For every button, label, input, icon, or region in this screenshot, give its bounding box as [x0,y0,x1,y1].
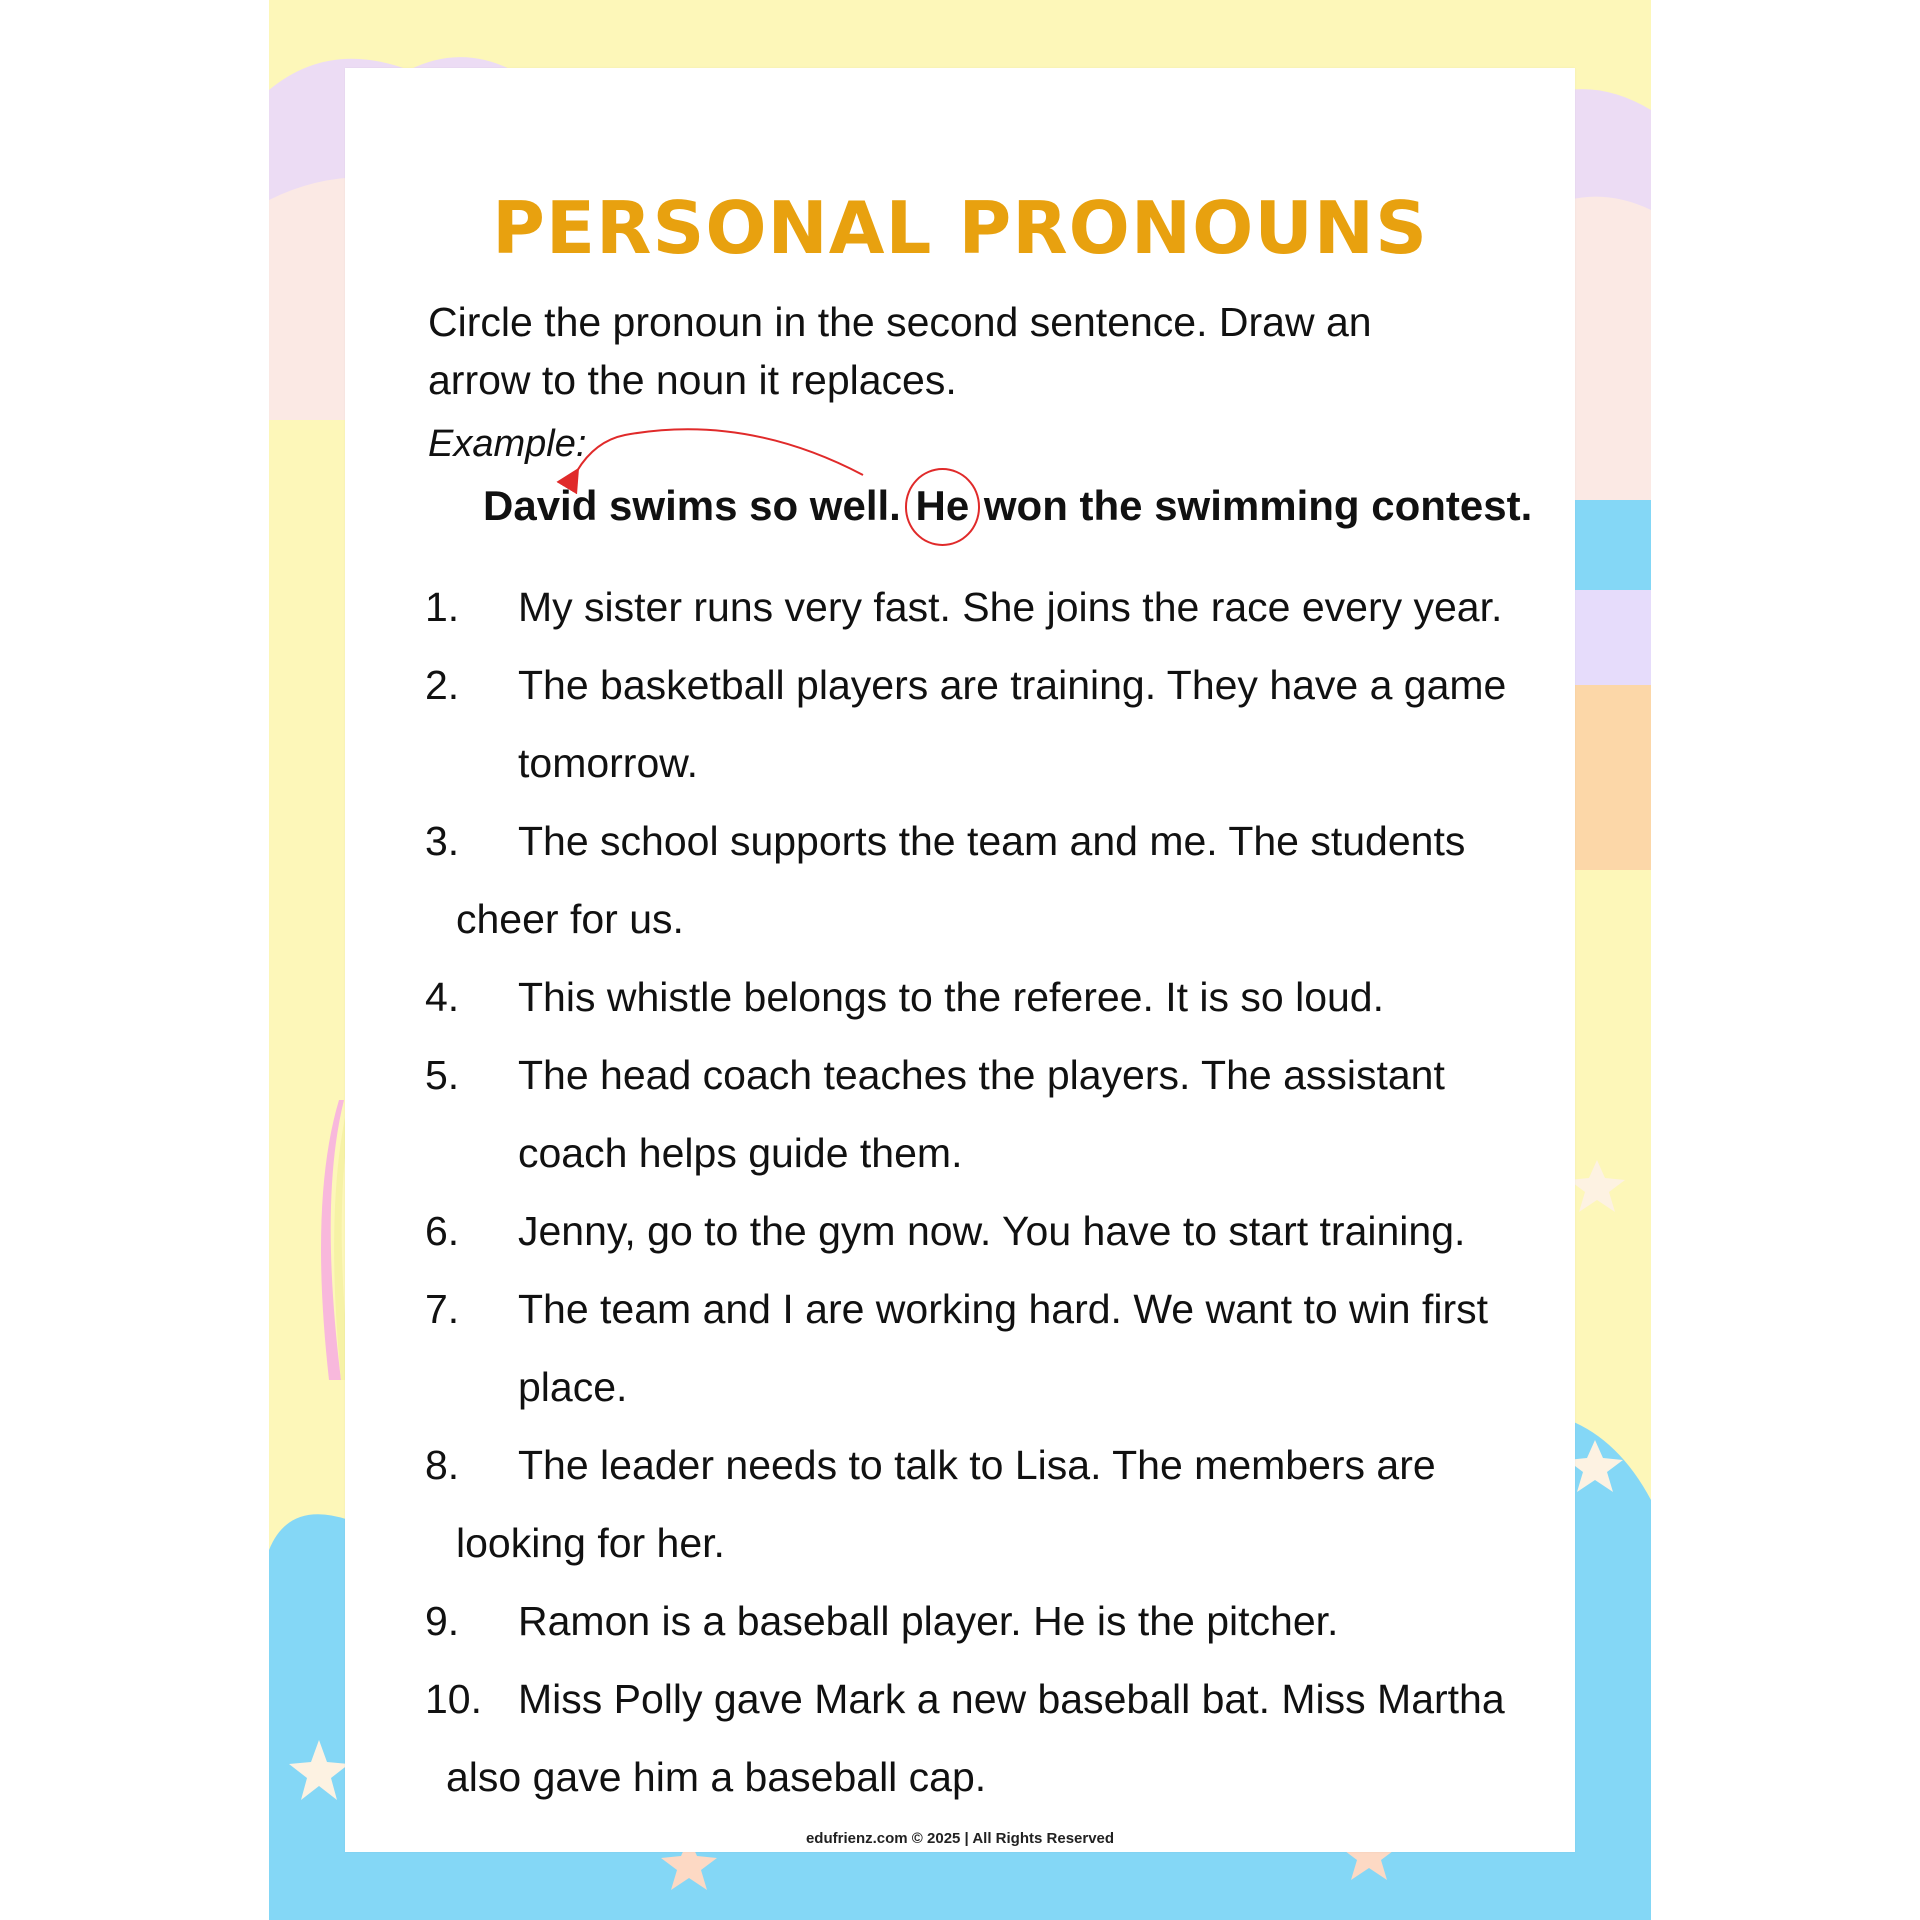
exercise-number: 8. [425,1442,460,1488]
exercise-number: 1. [425,584,460,630]
exercise-item-5 [425,1036,1508,1192]
exercise-item-6 [425,1192,1508,1270]
example-arrow-icon [545,423,875,483]
exercise-number: 2. [425,662,460,708]
exercise-line: The leader needs to talk to Lisa. The members are [518,1442,1436,1488]
exercise-line-continued: place. [518,1364,628,1410]
exercise-item-8 [425,1426,1508,1582]
exercise-number: 5. [425,1052,460,1098]
exercise-line: The basketball players are training. They have a game [518,662,1507,708]
exercise-item-2 [425,646,1508,802]
worksheet-sheet [345,68,1575,1852]
example-sentence [483,476,1532,536]
example-pronoun-circled: He [913,476,973,536]
example-label: Example: [428,423,587,465]
exercise-line: Ramon is a baseball player. He is the pitcher. [518,1598,1339,1644]
exercise-item-7 [425,1270,1508,1426]
exercise-line-continued: cheer for us. [456,896,684,942]
exercise-list [425,568,1508,1816]
exercise-number: 10. [425,1676,482,1722]
exercise-line: Jenny, go to the gym now. You have to start training. [518,1208,1466,1254]
exercise-line: The school supports the team and me. The students [518,818,1466,864]
exercise-item-4 [425,958,1508,1036]
exercise-line-continued: coach helps guide them. [518,1130,963,1176]
exercise-line: The team and I are working hard. We want to win first [518,1286,1489,1332]
exercise-line: Miss Polly gave Mark a new baseball bat. Miss Martha [518,1676,1505,1722]
exercise-item-9 [425,1582,1508,1660]
exercise-number: 9. [425,1598,460,1644]
example-sentence-after: won the swimming contest. [972,482,1533,529]
exercise-item-10 [425,1660,1508,1816]
worksheet-title: PERSONAL PRONOUNS [492,186,1428,270]
exercise-line-continued: also gave him a baseball cap. [446,1754,987,1800]
copyright-footer: edufrienz.com © 2025 | All Rights Reserved [805,1830,1115,1847]
exercise-number: 4. [425,974,460,1020]
exercise-number: 7. [425,1286,460,1332]
exercise-line-continued: looking for her. [456,1520,725,1566]
exercise-line: The head coach teaches the players. The assistant [518,1052,1445,1098]
exercise-line-continued: tomorrow. [518,740,698,786]
example-sentence-before: David swims so well. [483,482,913,529]
exercise-line: My sister runs very fast. She joins the race every year. [518,584,1503,630]
instructions-text: Circle the pronoun in the second sentence. Draw an arrow to the noun it replaces. [428,299,1372,403]
exercise-item-3 [425,802,1508,958]
exercise-line: This whistle belongs to the referee. It is so loud. [518,974,1385,1020]
exercise-number: 6. [425,1208,460,1254]
exercise-item-1 [425,568,1508,646]
exercise-number: 3. [425,818,460,864]
